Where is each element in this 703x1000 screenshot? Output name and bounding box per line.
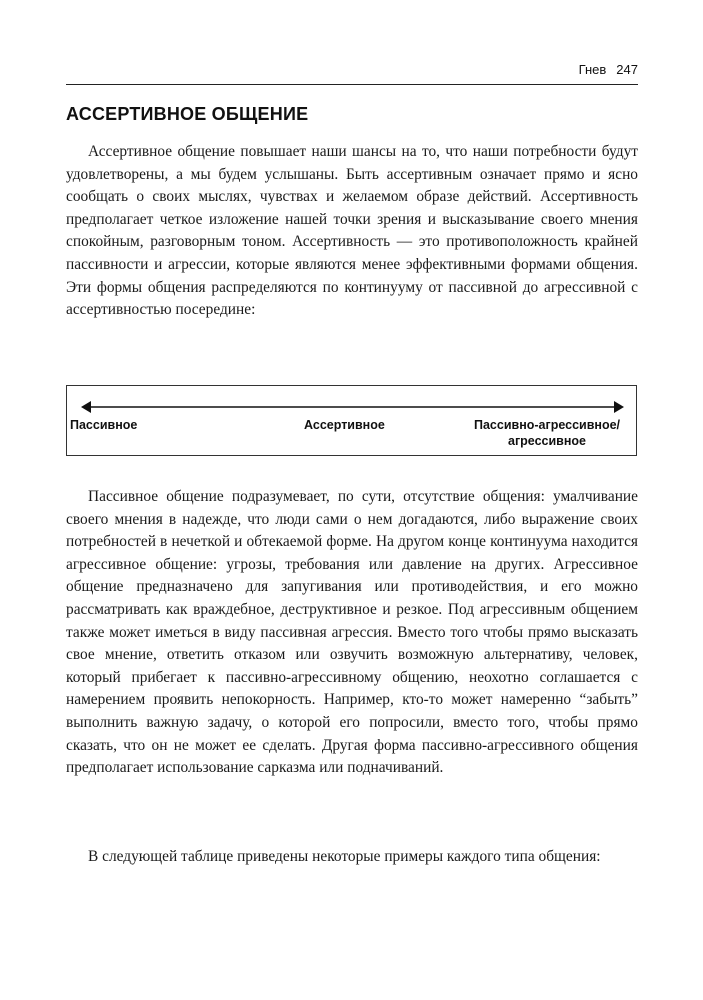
paragraph-2: Пассивное общение подразумевает, по сути, отсутствие общения: умалчивание своего мнения в надежде, что люди сами о нем догадаются, либо выражение своих потребностей в нечеткой и обтекаемой форме. На другом конце континуума находится агрессивное общение: угрозы, требования или давление на других. Агрессивное общение предназначено для запугивания или противодействия, и его можно рассматривать как враждебное, деструктивное и резкое. Под агрессивным общением также может иметься в виду пассивная агрессия. Вместо того чтобы прямо высказать свое мнение, ответить отказом или озвучить возможную альтернативу, человек, который прибегает к пассивно-агрессивному общению, неохотно соглашается с намерением проявить непокорность. Например, кто-то может намеренно “забыть” выполнить важную задачу, о которой его попросили, вместо того, чтобы прямо сказать, что он не может ее сделать. Другая форма пассивно-агрессивного общения предполагает использование сарказма или подначиваний. (66, 488, 638, 777)
paragraph-3: В следующей таблице приведены некоторые примеры каждого типа общения: (88, 848, 601, 865)
section-title: АССЕРТИВНОЕ ОБЩЕНИЕ (66, 104, 309, 124)
running-header (66, 62, 638, 82)
header-rule (66, 84, 638, 85)
chapter-name: Гнев (578, 62, 607, 77)
paragraph-1: Ассертивное общение повышает наши шансы на то, что наши потребности будут удовлетворены, а мы будем услышаны. Быть ассертивным означает прямо и ясно сообщать о своих мыслях, чувствах и желаемом образе действий. Ассертивность предполагает четкое изложение нашей точки зрения и высказывание своего мнения спокойным, разговорным тоном. Ассертивность — это противоположность крайней пассивности и агрессии, которые являются менее эффективными формами общения. Эти формы общения распределяются по континууму от пассивной до агрессивной с ассертивностью посередине: (66, 143, 638, 319)
continuum-label-aggressive-line1: Пассивно-агрессивное/ (473, 418, 621, 432)
continuum-label-assertive: Ассертивное (304, 418, 385, 432)
continuum-label-passive: Пассивное (70, 418, 138, 432)
page-number: 247 (616, 62, 638, 77)
continuum-diagram (66, 385, 637, 456)
continuum-label-aggressive-line2: агрессивное (508, 434, 586, 448)
continuum-label-aggressive (461, 417, 633, 449)
